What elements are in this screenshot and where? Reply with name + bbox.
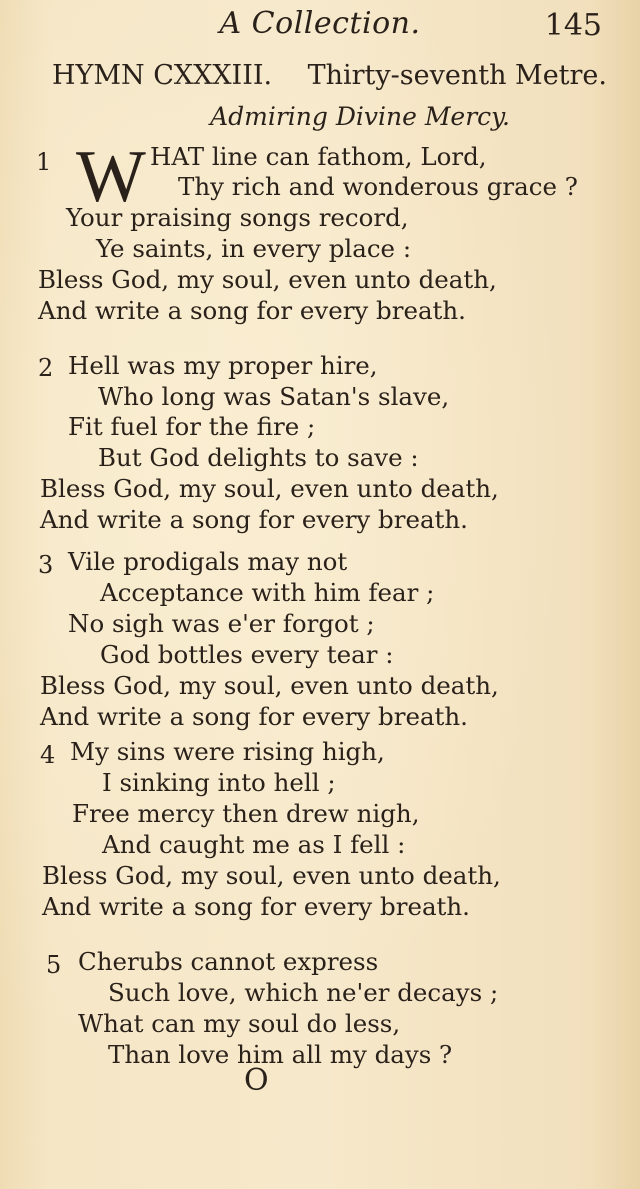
verse-number: 5 xyxy=(46,951,62,979)
verse-line: God bottles every tear : xyxy=(100,640,394,669)
verse-line: Hell was my proper hire, xyxy=(68,351,378,380)
hymn-number: HYMN CXXXIII. xyxy=(52,60,273,91)
verse-line: Your praising songs record, xyxy=(66,203,409,232)
verse-line: Than love him all my days ? xyxy=(108,1040,453,1069)
verse-line: Ye saints, in every place : xyxy=(96,234,412,263)
verse-line: Bless God, my soul, even unto death, xyxy=(40,474,499,503)
verse-line: And caught me as I fell : xyxy=(102,830,406,859)
verse-line: Bless God, my soul, even unto death, xyxy=(42,861,501,890)
verse-line: Such love, which ne'er decays ; xyxy=(108,978,499,1007)
verse-line: What can my soul do less, xyxy=(78,1009,401,1038)
verse-line: Thy rich and wonderous grace ? xyxy=(178,172,578,201)
verse-line: I sinking into hell ; xyxy=(102,768,336,797)
verse-line: And write a song for every breath. xyxy=(38,296,466,325)
catchword: O xyxy=(244,1063,269,1098)
verse-line: And write a song for every breath. xyxy=(40,505,468,534)
verse-line: Acceptance with him fear ; xyxy=(100,578,435,607)
hymn-subtitle: Admiring Divine Mercy. xyxy=(210,102,510,131)
verse-number: 3 xyxy=(38,551,54,579)
verse-line: Vile prodigals may not xyxy=(68,547,348,576)
page-number: 145 xyxy=(544,8,602,43)
verse-line: HAT line can fathom, Lord, xyxy=(150,142,487,171)
verse-line: My sins were rising high, xyxy=(70,737,385,766)
verse-line: No sigh was e'er forgot ; xyxy=(68,609,375,638)
verse-line: Who long was Satan's slave, xyxy=(98,382,450,411)
drop-cap: W xyxy=(76,136,146,218)
verse-line: Cherubs cannot express xyxy=(78,947,379,976)
verse-line: Bless God, my soul, even unto death, xyxy=(38,265,497,294)
hymn-heading xyxy=(52,60,607,91)
verse-line: But God delights to save : xyxy=(98,443,419,472)
verse-line: And write a song for every breath. xyxy=(42,892,470,921)
verse-line: Free mercy then drew nigh, xyxy=(72,799,420,828)
verse-number: 2 xyxy=(38,354,54,382)
verse-line: Fit fuel for the fire ; xyxy=(68,412,316,441)
running-head: A Collection. xyxy=(219,6,421,41)
hymn-metre: Thirty-seventh Metre. xyxy=(307,60,607,91)
verse-line: And write a song for every breath. xyxy=(40,702,468,731)
verse-line: Bless God, my soul, even unto death, xyxy=(40,671,499,700)
verse-number: 4 xyxy=(40,741,56,769)
verse-number: 1 xyxy=(36,148,52,176)
